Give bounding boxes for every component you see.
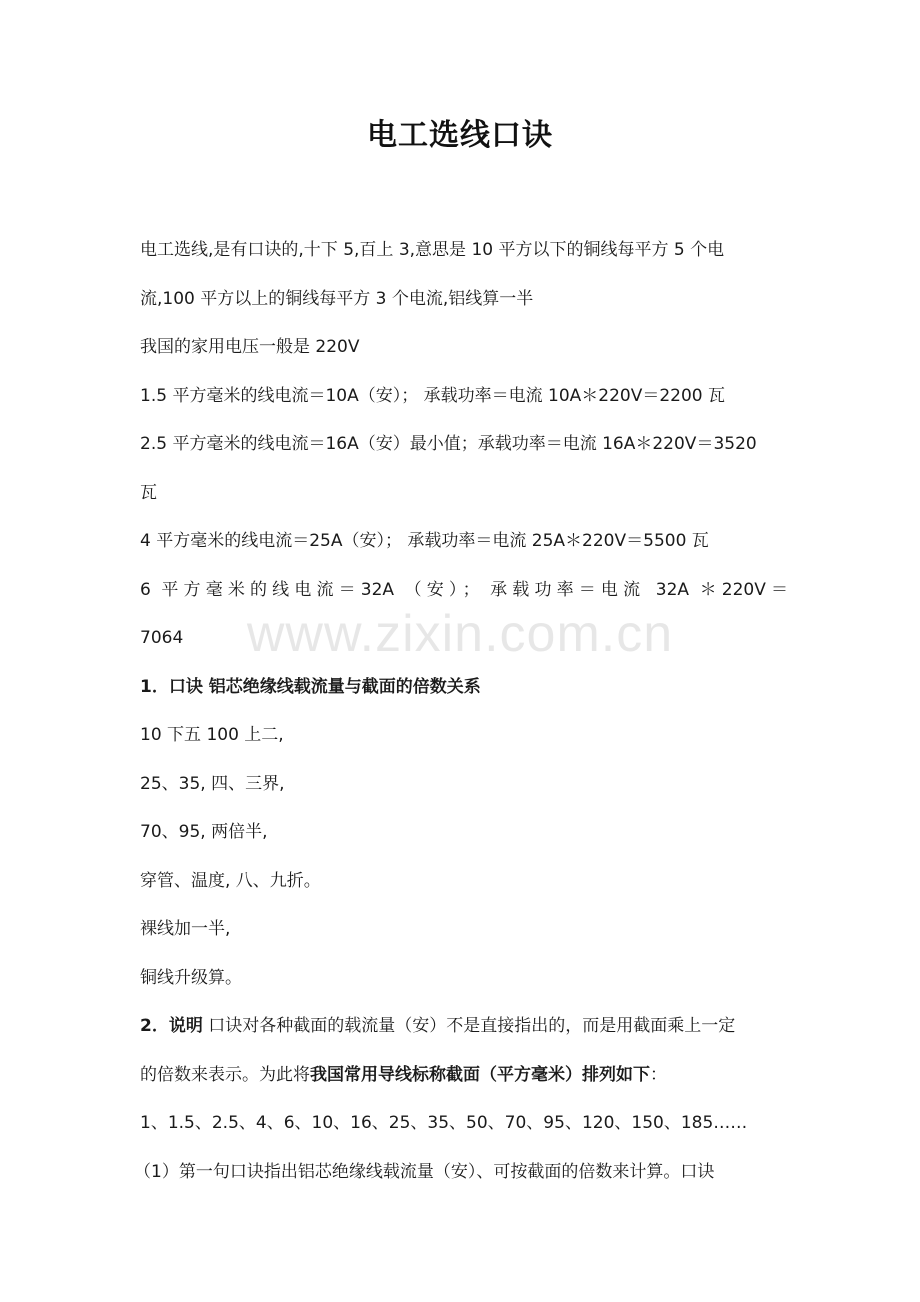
- paragraph-1-line: （1）第一句口诀指出铝芯绝缘线载流量（安）、可按截面的倍数来计算。口诀: [134, 1161, 715, 1182]
- document-body: [134, 226, 788, 1196]
- section-2-number: 2．: [140, 1016, 169, 1036]
- rhyme-line-3: 70、95, 两倍半,: [140, 822, 268, 842]
- section-2-text: 口诀对各种截面的载流量（安）不是直接指出的，而是用截面乘上一定: [202, 1016, 736, 1036]
- voltage-line: 我国的家用电压一般是 220V: [140, 337, 360, 357]
- watermark: www.zixin.com.cn: [246, 605, 674, 663]
- sizes-line: 1、1.5、2.5、4、6、10、16、25、35、50、70、95、120、150、185……: [140, 1113, 748, 1133]
- section-2-line-1: [140, 1002, 788, 1051]
- section-2-line-2-post: ：: [650, 1064, 667, 1085]
- wire-2-5-line: 2.5 平方毫米的线电流＝16A（安）最小值；承载功率＝电流 16A＊220V＝3520: [140, 434, 757, 454]
- section-1-heading: [140, 663, 788, 712]
- rhyme-line-4: 穿管、温度, 八、九折。: [140, 870, 321, 891]
- section-2-line-2-pre: 的倍数来表示。为此将: [140, 1064, 310, 1085]
- section-1-number: 1．: [140, 676, 169, 697]
- intro-line-1: 电工选线,是有口诀的,十下 5,百上 3,意思是 10 平方以下的铜线每平方 5 个电: [140, 240, 725, 260]
- rhyme-line-1: 10 下五 100 上二,: [140, 725, 284, 745]
- wire-6-line: 6 平方毫米的线电流＝32A （安）； 承载功率＝电流 32A ＊220V＝: [140, 579, 788, 600]
- rhyme-line-5: 裸线加一半,: [140, 919, 231, 939]
- wire-2-5-line-cont: 瓦: [140, 482, 157, 503]
- wire-6-line-cont: 7064: [140, 628, 184, 648]
- section-1-title: 口诀 铝芯绝缘线载流量与截面的倍数关系: [168, 676, 481, 697]
- section-2-title: 说明: [168, 1016, 203, 1036]
- section-2-line-2: [140, 1051, 788, 1100]
- wire-4-line: 4 平方毫米的线电流＝25A（安）； 承载功率＝电流 25A＊220V＝5500 瓦: [140, 531, 709, 551]
- rhyme-line-2: 25、35, 四、三界,: [140, 773, 285, 794]
- page-title: 电工选线口诀: [367, 118, 553, 153]
- section-2-line-2-bold: 我国常用导线标称截面（平方毫米）排列如下: [310, 1064, 650, 1085]
- wire-1-5-line: 1.5 平方毫米的线电流＝10A（安）； 承载功率＝电流 10A＊220V＝2200 瓦: [140, 385, 726, 406]
- intro-line-2: 流,100 平方以上的铜线每平方 3 个电流,铝线算一半: [140, 288, 534, 309]
- rhyme-line-6: 铜线升级算。: [140, 967, 242, 988]
